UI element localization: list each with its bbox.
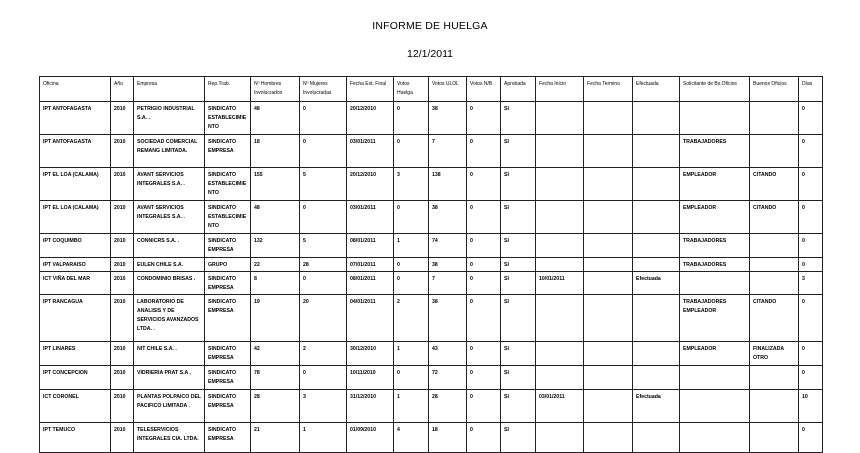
cell-buenos-oficios: CITANDO: [750, 168, 799, 201]
cell-anio: 2010: [111, 390, 134, 423]
cell-hombres: 22: [251, 258, 300, 272]
cell-mujeres: 1: [300, 423, 347, 453]
cell-efectuada: [633, 201, 680, 234]
cell-oficina: IPT EL LOA (CALAMA): [40, 168, 111, 201]
cell-fecha-termino: [584, 234, 633, 258]
cell-empresa: TELESERVICIOS INTEGRALES CIA. LTDA.: [134, 423, 205, 453]
cell-mujeres: 20: [300, 295, 347, 342]
cell-aprobada: SI: [501, 272, 536, 295]
cell-votos-nb: 0: [467, 135, 501, 168]
cell-solicitante: TRABAJADORES: [680, 135, 750, 168]
cell-hombres: 48: [251, 201, 300, 234]
cell-votos-ulol: 74: [429, 234, 467, 258]
table-row: [40, 234, 823, 258]
cell-fecha-ext-final: 03/01/2011: [347, 201, 394, 234]
cell-buenos-oficios: [750, 258, 799, 272]
cell-solicitante: [680, 423, 750, 453]
cell-votos-ulol: 38: [429, 295, 467, 342]
cell-buenos-oficios: [750, 234, 799, 258]
cell-efectuada: [633, 234, 680, 258]
cell-empresa: PETRIGIO INDUSTRIAL S.A. .: [134, 102, 205, 135]
cell-fecha-ext-final: 20/12/2010: [347, 102, 394, 135]
cell-fecha-termino: [584, 102, 633, 135]
cell-oficina: IPT LINARES: [40, 342, 111, 366]
table-row: [40, 102, 823, 135]
strike-report-table: [39, 76, 823, 453]
cell-mujeres: 3: [300, 390, 347, 423]
cell-rep-trab: GRUPO: [205, 258, 251, 272]
cell-fecha-ext-final: 07/01/2011: [347, 258, 394, 272]
cell-votos-nb: 0: [467, 423, 501, 453]
cell-aprobada: SI: [501, 258, 536, 272]
cell-fecha-inicio: [536, 102, 584, 135]
cell-hombres: 18: [251, 135, 300, 168]
cell-fecha-ext-final: 20/12/2010: [347, 168, 394, 201]
cell-votos-huelga: 1: [394, 234, 429, 258]
cell-anio: 2010: [111, 342, 134, 366]
cell-votos-ulol: 7: [429, 272, 467, 295]
column-header-solicitante: Solicitante de Bs.Oficios: [680, 77, 750, 102]
cell-dias: 0: [799, 342, 823, 366]
cell-fecha-inicio: [536, 168, 584, 201]
cell-oficina: IPT VALPARAISO: [40, 258, 111, 272]
cell-dias: 0: [799, 258, 823, 272]
cell-empresa: PLANTAS POLPAICO DEL PACIFICO LIMITADA .: [134, 390, 205, 423]
cell-empresa: VIDRIERIA PRAT S.A .: [134, 366, 205, 390]
cell-rep-trab: SINDICATO ESTABLECIMIENTO: [205, 201, 251, 234]
cell-votos-nb: 0: [467, 168, 501, 201]
cell-fecha-termino: [584, 272, 633, 295]
cell-empresa: CONNICRS S.A. .: [134, 234, 205, 258]
cell-anio: 2010: [111, 168, 134, 201]
cell-rep-trab: SINDICATO EMPRESA: [205, 423, 251, 453]
cell-fecha-ext-final: 31/12/2010: [347, 390, 394, 423]
cell-hombres: 132: [251, 234, 300, 258]
report-title: INFORME DE HUELGA: [372, 20, 488, 32]
cell-solicitante: [680, 366, 750, 390]
report-date: 12/1/2011: [407, 48, 453, 60]
cell-buenos-oficios: [750, 135, 799, 168]
cell-hombres: 21: [251, 423, 300, 453]
cell-votos-ulol: 38: [429, 102, 467, 135]
cell-oficina: ICT VIÑA DEL MAR: [40, 272, 111, 295]
cell-votos-nb: 0: [467, 342, 501, 366]
cell-solicitante: TRABAJADORES: [680, 258, 750, 272]
cell-rep-trab: SINDICATO EMPRESA: [205, 272, 251, 295]
cell-anio: 2010: [111, 234, 134, 258]
cell-votos-nb: 0: [467, 366, 501, 390]
cell-dias: 0: [799, 366, 823, 390]
cell-buenos-oficios: [750, 102, 799, 135]
cell-empresa: CONDOMINIO BRISAS .: [134, 272, 205, 295]
cell-hombres: 28: [251, 390, 300, 423]
cell-fecha-inicio: [536, 342, 584, 366]
cell-mujeres: 5: [300, 168, 347, 201]
cell-fecha-termino: [584, 423, 633, 453]
cell-dias: 0: [799, 234, 823, 258]
column-header-votos-huelga: Votos Huelga: [394, 77, 429, 102]
cell-fecha-ext-final: 08/01/2011: [347, 234, 394, 258]
cell-buenos-oficios: CITANDO: [750, 201, 799, 234]
cell-votos-huelga: 0: [394, 201, 429, 234]
cell-solicitante: [680, 390, 750, 423]
column-header-votos-nb: Votos N/B: [467, 77, 501, 102]
cell-hombres: 19: [251, 295, 300, 342]
cell-empresa: NIT CHILE S.A. .: [134, 342, 205, 366]
column-header-fecha-inicio: Fecha Inicio: [536, 77, 584, 102]
cell-mujeres: 28: [300, 258, 347, 272]
table-row: [40, 201, 823, 234]
column-header-votos-ulol: Votos ULOL: [429, 77, 467, 102]
column-header-mujeres: Nº Mujeres Involucradas: [300, 77, 347, 102]
cell-dias: 0: [799, 102, 823, 135]
cell-efectuada: [633, 102, 680, 135]
cell-solicitante: TRABAJADORES EMPLEADOR: [680, 295, 750, 342]
cell-votos-nb: 0: [467, 234, 501, 258]
cell-votos-huelga: 3: [394, 168, 429, 201]
column-header-anio: Año: [111, 77, 134, 102]
cell-votos-nb: 0: [467, 258, 501, 272]
cell-fecha-termino: [584, 135, 633, 168]
cell-votos-nb: 0: [467, 295, 501, 342]
cell-aprobada: SI: [501, 390, 536, 423]
cell-efectuada: Efectuada: [633, 272, 680, 295]
cell-empresa: AVANT SERVICIOS INTEGRALES S.A. .: [134, 201, 205, 234]
cell-fecha-ext-final: 30/12/2010: [347, 342, 394, 366]
column-header-efectuada: Efectuada: [633, 77, 680, 102]
column-header-empresa: Empresa: [134, 77, 205, 102]
cell-votos-huelga: 1: [394, 342, 429, 366]
cell-rep-trab: SINDICATO ESTABLECIMIENTO: [205, 168, 251, 201]
cell-fecha-ext-final: 03/01/2011: [347, 135, 394, 168]
cell-votos-ulol: 72: [429, 366, 467, 390]
cell-solicitante: EMPLEADOR: [680, 201, 750, 234]
cell-oficina: IPT CONCEPCION: [40, 366, 111, 390]
cell-anio: 2010: [111, 201, 134, 234]
cell-oficina: IPT ANTOFAGASTA: [40, 135, 111, 168]
cell-anio: 2010: [111, 272, 134, 295]
cell-fecha-termino: [584, 168, 633, 201]
cell-votos-huelga: 1: [394, 390, 429, 423]
cell-hombres: 48: [251, 102, 300, 135]
cell-mujeres: 0: [300, 102, 347, 135]
cell-dias: 10: [799, 390, 823, 423]
cell-oficina: IPT COQUIMBO: [40, 234, 111, 258]
cell-rep-trab: SINDICATO EMPRESA: [205, 295, 251, 342]
table-row: [40, 342, 823, 366]
cell-fecha-termino: [584, 366, 633, 390]
cell-empresa: EULEN CHILE S.A.: [134, 258, 205, 272]
cell-dias: 0: [799, 423, 823, 453]
cell-efectuada: [633, 295, 680, 342]
cell-votos-huelga: 0: [394, 135, 429, 168]
table-row: [40, 272, 823, 295]
cell-dias: 0: [799, 295, 823, 342]
cell-mujeres: 0: [300, 272, 347, 295]
column-header-dias: Días: [799, 77, 823, 102]
table-row: [40, 366, 823, 390]
cell-buenos-oficios: CITANDO: [750, 295, 799, 342]
cell-empresa: SOCIEDAD COMERCIAL REMANG LIMITADA.: [134, 135, 205, 168]
cell-efectuada: [633, 342, 680, 366]
cell-rep-trab: SINDICATO EMPRESA: [205, 390, 251, 423]
cell-fecha-ext-final: 08/01/2011: [347, 272, 394, 295]
cell-buenos-oficios: FINALIZADA OTRO: [750, 342, 799, 366]
cell-votos-huelga: 2: [394, 295, 429, 342]
cell-efectuada: Efectuada: [633, 390, 680, 423]
cell-efectuada: [633, 258, 680, 272]
table-row: [40, 295, 823, 342]
column-header-fecha-ext-final: Fecha Ext. Final: [347, 77, 394, 102]
cell-fecha-inicio: [536, 234, 584, 258]
cell-solicitante: [680, 272, 750, 295]
cell-fecha-inicio: [536, 366, 584, 390]
cell-anio: 2010: [111, 366, 134, 390]
cell-hombres: 155: [251, 168, 300, 201]
cell-mujeres: 0: [300, 366, 347, 390]
column-header-aprobada: Aprobada: [501, 77, 536, 102]
cell-mujeres: 5: [300, 234, 347, 258]
cell-efectuada: [633, 366, 680, 390]
cell-solicitante: [680, 102, 750, 135]
cell-efectuada: [633, 135, 680, 168]
cell-fecha-ext-final: 04/01/2011: [347, 295, 394, 342]
cell-fecha-termino: [584, 258, 633, 272]
cell-empresa: LABORATORIO DE ANALISIS Y DE SERVICIOS AVANZADOS LTDA. .: [134, 295, 205, 342]
cell-buenos-oficios: [750, 390, 799, 423]
cell-fecha-inicio: [536, 135, 584, 168]
column-header-fecha-termino: Fecha Termino: [584, 77, 633, 102]
cell-dias: 0: [799, 135, 823, 168]
cell-oficina: IPT EL LOA (CALAMA): [40, 201, 111, 234]
cell-solicitante: TRABAJADORES: [680, 234, 750, 258]
cell-dias: 0: [799, 201, 823, 234]
cell-hombres: 8: [251, 272, 300, 295]
table-row: [40, 168, 823, 201]
cell-fecha-termino: [584, 342, 633, 366]
cell-fecha-inicio: [536, 295, 584, 342]
cell-oficina: ICT CORONEL: [40, 390, 111, 423]
table-body: [40, 102, 823, 453]
cell-solicitante: EMPLEADOR: [680, 342, 750, 366]
cell-aprobada: SI: [501, 201, 536, 234]
cell-votos-huelga: 0: [394, 272, 429, 295]
cell-buenos-oficios: [750, 272, 799, 295]
cell-anio: 2010: [111, 423, 134, 453]
cell-efectuada: [633, 168, 680, 201]
cell-hombres: 42: [251, 342, 300, 366]
cell-fecha-inicio: 03/01/2011: [536, 390, 584, 423]
cell-anio: 2010: [111, 135, 134, 168]
cell-votos-nb: 0: [467, 201, 501, 234]
cell-aprobada: SI: [501, 102, 536, 135]
table-row: [40, 135, 823, 168]
cell-votos-huelga: 0: [394, 366, 429, 390]
cell-oficina: IPT RANCAGUA: [40, 295, 111, 342]
cell-mujeres: 0: [300, 135, 347, 168]
cell-rep-trab: SINDICATO EMPRESA: [205, 234, 251, 258]
column-header-rep-trab: Rep.Trab.: [205, 77, 251, 102]
cell-anio: 2010: [111, 102, 134, 135]
cell-votos-huelga: 4: [394, 423, 429, 453]
cell-aprobada: SI: [501, 234, 536, 258]
cell-dias: 3: [799, 272, 823, 295]
cell-votos-nb: 0: [467, 272, 501, 295]
cell-votos-ulol: 38: [429, 258, 467, 272]
cell-efectuada: [633, 423, 680, 453]
cell-fecha-inicio: 10/01/2011: [536, 272, 584, 295]
cell-mujeres: 0: [300, 201, 347, 234]
column-header-oficina: Oficina: [40, 77, 111, 102]
cell-aprobada: SI: [501, 366, 536, 390]
cell-votos-ulol: 18: [429, 423, 467, 453]
cell-votos-ulol: 138: [429, 168, 467, 201]
cell-votos-ulol: 43: [429, 342, 467, 366]
cell-fecha-termino: [584, 390, 633, 423]
cell-rep-trab: SINDICATO EMPRESA: [205, 135, 251, 168]
cell-fecha-termino: [584, 295, 633, 342]
cell-mujeres: 2: [300, 342, 347, 366]
cell-fecha-termino: [584, 201, 633, 234]
cell-buenos-oficios: [750, 366, 799, 390]
cell-fecha-ext-final: 10/11/2010: [347, 366, 394, 390]
cell-fecha-inicio: [536, 423, 584, 453]
cell-aprobada: SI: [501, 295, 536, 342]
cell-buenos-oficios: [750, 423, 799, 453]
cell-solicitante: EMPLEADOR: [680, 168, 750, 201]
cell-aprobada: SI: [501, 423, 536, 453]
cell-aprobada: SI: [501, 342, 536, 366]
cell-aprobada: SI: [501, 135, 536, 168]
cell-votos-huelga: 0: [394, 102, 429, 135]
column-header-hombres: Nº Hombres Involucrados: [251, 77, 300, 102]
table-row: [40, 390, 823, 423]
cell-fecha-ext-final: 01/09/2010: [347, 423, 394, 453]
cell-hombres: 78: [251, 366, 300, 390]
cell-empresa: AVANT SERVICIOS INTEGRALES S.A. .: [134, 168, 205, 201]
cell-fecha-inicio: [536, 258, 584, 272]
table-row: [40, 423, 823, 453]
cell-rep-trab: SINDICATO ESTABLECIMIENTO: [205, 102, 251, 135]
cell-votos-nb: 0: [467, 102, 501, 135]
cell-oficina: IPT ANTOFAGASTA: [40, 102, 111, 135]
cell-anio: 2010: [111, 295, 134, 342]
cell-fecha-inicio: [536, 201, 584, 234]
cell-votos-ulol: 28: [429, 390, 467, 423]
cell-dias: 0: [799, 168, 823, 201]
column-header-buenos-oficios: Buenos Oficios: [750, 77, 799, 102]
cell-votos-ulol: 7: [429, 135, 467, 168]
cell-votos-huelga: 0: [394, 258, 429, 272]
table-row: [40, 258, 823, 272]
table-header-row: [40, 77, 823, 102]
cell-rep-trab: SINDICATO EMPRESA: [205, 366, 251, 390]
cell-votos-nb: 0: [467, 390, 501, 423]
cell-aprobada: SI: [501, 168, 536, 201]
cell-anio: 2010: [111, 258, 134, 272]
cell-oficina: IPT TEMUCO: [40, 423, 111, 453]
cell-votos-ulol: 38: [429, 201, 467, 234]
cell-rep-trab: SINDICATO EMPRESA: [205, 342, 251, 366]
